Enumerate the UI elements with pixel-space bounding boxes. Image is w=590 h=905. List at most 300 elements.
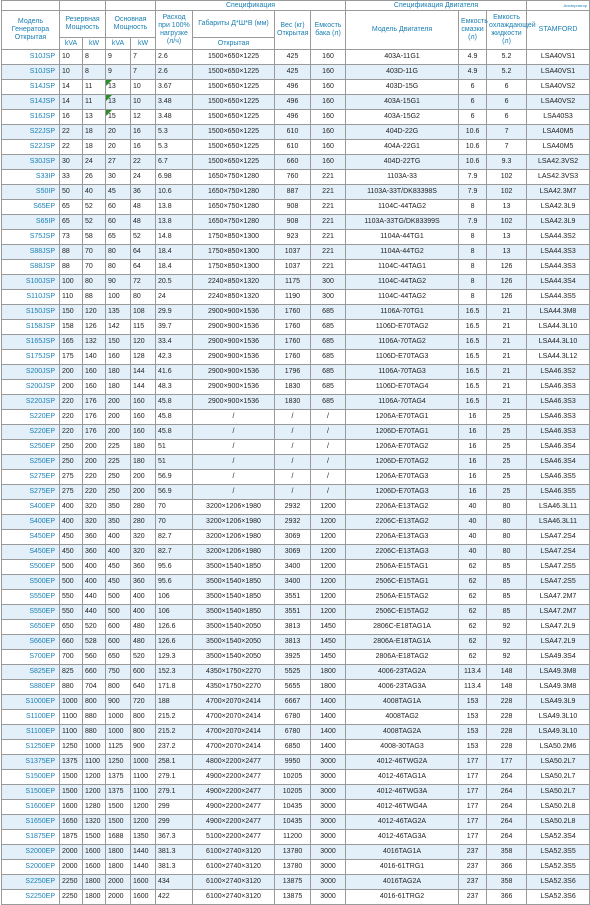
cell-reserve-kw: 70	[83, 260, 106, 275]
cell-model: S1250EP	[2, 740, 60, 755]
cell-dimensions: 3500×1540×1850	[193, 575, 275, 590]
cell-dimensions: 3500×1540×2050	[193, 650, 275, 665]
cell-engine-model: 4016-61TRG1	[346, 860, 459, 875]
cell-reserve-kw: 440	[83, 590, 106, 605]
cell-reserve-kw: 1200	[83, 785, 106, 800]
cell-engine-model: 404A-22G1	[346, 140, 459, 155]
table-row	[2, 815, 590, 830]
cell-coolant: 92	[487, 635, 527, 650]
cell-fuel: 106	[156, 605, 193, 620]
header-dimensions: Габариты Д*Ш*В (мм)	[193, 11, 275, 38]
cell-fuel: 10.6	[156, 185, 193, 200]
cell-dimensions: 1500×650×1225	[193, 95, 275, 110]
cell-alternator: LSA47.2L9	[527, 620, 590, 635]
cell-coolant: 25	[487, 455, 527, 470]
cell-reserve-kw: 11	[83, 95, 106, 110]
cell-weight: 923	[275, 230, 311, 245]
cell-main-kw: 280	[131, 515, 156, 530]
cell-oil: 113.4	[459, 680, 487, 695]
cell-weight: 13780	[275, 860, 311, 875]
cell-tank: 1200	[311, 560, 346, 575]
cell-tank: 300	[311, 290, 346, 305]
cell-fuel: 279.1	[156, 785, 193, 800]
cell-dimensions: 1650×750×1280	[193, 200, 275, 215]
cell-fuel: 279.1	[156, 770, 193, 785]
cell-main-kw: 64	[131, 245, 156, 260]
cell-dimensions: 1650×750×1280	[193, 185, 275, 200]
table-row	[2, 215, 590, 230]
cell-coolant: 85	[487, 560, 527, 575]
cell-dimensions: /	[193, 455, 275, 470]
cell-weight: 1760	[275, 320, 311, 335]
cell-reserve-kva: 1250	[60, 740, 83, 755]
cell-weight: 5525	[275, 665, 311, 680]
cell-alternator: LSA44.3M8	[527, 305, 590, 320]
cell-dimensions: 1500×650×1225	[193, 125, 275, 140]
cell-engine-model: 403A-11G1	[346, 50, 459, 65]
cell-engine-model: 2506C-E15TAG2	[346, 605, 459, 620]
cell-engine-model: 2806C-E18TAG1A	[346, 620, 459, 635]
cell-oil: 177	[459, 785, 487, 800]
cell-coolant: 80	[487, 515, 527, 530]
cell-engine-model: 1206A-E70TAG2	[346, 440, 459, 455]
cell-main-kw: 1440	[131, 860, 156, 875]
cell-alternator: LAS42.3VS3	[527, 170, 590, 185]
cell-tank: 221	[311, 200, 346, 215]
cell-alternator: LSA44.3S3	[527, 245, 590, 260]
cell-coolant: 25	[487, 425, 527, 440]
cell-oil: 40	[459, 500, 487, 515]
cell-dimensions: /	[193, 410, 275, 425]
cell-engine-model: 403A-15G1	[346, 95, 459, 110]
cell-oil: 177	[459, 800, 487, 815]
cell-reserve-kva: 14	[60, 95, 83, 110]
cell-coolant: 148	[487, 665, 527, 680]
cell-model: S200JSP	[2, 380, 60, 395]
cell-alternator: LSA47.2S4	[527, 530, 590, 545]
cell-dimensions: 3500×1540×1850	[193, 605, 275, 620]
cell-model: S2250EP	[2, 875, 60, 890]
cell-model: S250EP	[2, 440, 60, 455]
cell-weight: 3925	[275, 650, 311, 665]
cell-oil: 16	[459, 485, 487, 500]
table-row	[2, 560, 590, 575]
cell-engine-model: 4008TAG1A	[346, 695, 459, 710]
cell-coolant: 85	[487, 575, 527, 590]
table-row	[2, 845, 590, 860]
cell-dimensions: 3500×1540×2050	[193, 620, 275, 635]
cell-fuel: 82.7	[156, 545, 193, 560]
cell-reserve-kva: 1375	[60, 755, 83, 770]
cell-coolant: 13	[487, 245, 527, 260]
cell-reserve-kw: 440	[83, 605, 106, 620]
table-row	[2, 800, 590, 815]
cell-dimensions: 1500×650×1225	[193, 140, 275, 155]
cell-main-kw: 52	[131, 230, 156, 245]
cell-reserve-kw: 132	[83, 335, 106, 350]
cell-coolant: 80	[487, 530, 527, 545]
cell-reserve-kva: 275	[60, 470, 83, 485]
cell-alternator: LSA46.3S4	[527, 440, 590, 455]
cell-coolant: 5.2	[487, 65, 527, 80]
cell-coolant: 13	[487, 200, 527, 215]
cell-oil: 16.5	[459, 305, 487, 320]
cell-reserve-kva: 88	[60, 260, 83, 275]
cell-coolant: 264	[487, 830, 527, 845]
header-stamford: STAMFORD	[527, 11, 590, 50]
cell-engine-model: 1106A-70TG1	[346, 305, 459, 320]
cell-tank: 1450	[311, 650, 346, 665]
cell-fuel: 51	[156, 455, 193, 470]
cell-weight: 13875	[275, 890, 311, 905]
cell-oil: 177	[459, 755, 487, 770]
cell-main-kw: 144	[131, 380, 156, 395]
cell-weight: 496	[275, 80, 311, 95]
cell-tank: /	[311, 425, 346, 440]
cell-alternator: LSA49.3L10	[527, 725, 590, 740]
cell-tank: 160	[311, 125, 346, 140]
table-row	[2, 335, 590, 350]
cell-model: S65EP	[2, 200, 60, 215]
cell-fuel: 106	[156, 590, 193, 605]
cell-reserve-kva: 2000	[60, 860, 83, 875]
cell-model: S880EP	[2, 680, 60, 695]
cell-fuel: 45.8	[156, 425, 193, 440]
cell-reserve-kw: 800	[83, 695, 106, 710]
cell-oil: 16.5	[459, 365, 487, 380]
cell-main-kva: 750	[106, 665, 131, 680]
cell-engine-model: 403A-15G2	[346, 110, 459, 125]
cell-weight: 10205	[275, 770, 311, 785]
cell-reserve-kw: 1600	[83, 860, 106, 875]
cell-dimensions: 6100×2740×3120	[193, 890, 275, 905]
cell-tank: 1400	[311, 740, 346, 755]
cell-weight: 3551	[275, 590, 311, 605]
cell-alternator: LSA47.2S5	[527, 575, 590, 590]
cell-coolant: 358	[487, 875, 527, 890]
cell-reserve-kva: 660	[60, 635, 83, 650]
cell-engine-model: 4012-46TWG2A	[346, 755, 459, 770]
cell-tank: /	[311, 455, 346, 470]
cell-engine-model: 2506A-E15TAG1	[346, 560, 459, 575]
cell-tank: 3000	[311, 860, 346, 875]
cell-dimensions: 1500×650×1225	[193, 155, 275, 170]
table-row	[2, 830, 590, 845]
cell-reserve-kw: 400	[83, 560, 106, 575]
cell-main-kw: 1100	[131, 770, 156, 785]
cell-oil: 8	[459, 200, 487, 215]
cell-oil: 8	[459, 245, 487, 260]
table-row	[2, 365, 590, 380]
cell-main-kw: 1440	[131, 845, 156, 860]
cell-coolant: 102	[487, 185, 527, 200]
header-top-blank-3	[106, 1, 156, 11]
cell-weight: /	[275, 425, 311, 440]
cell-main-kw: 10	[131, 80, 156, 95]
cell-engine-model: 1206D-E70TAG1	[346, 425, 459, 440]
cell-engine-model: 404D-22TG	[346, 155, 459, 170]
cell-fuel: 6.98	[156, 170, 193, 185]
table-row	[2, 380, 590, 395]
cell-reserve-kva: 10	[60, 65, 83, 80]
cell-reserve-kva: 200	[60, 380, 83, 395]
cell-model: S400EP	[2, 515, 60, 530]
header-top-blank-2	[60, 1, 106, 11]
cell-engine-model: 1106D-E70TAG4	[346, 380, 459, 395]
cell-main-kva: 350	[106, 500, 131, 515]
cell-model: S10JSP	[2, 50, 60, 65]
cell-main-kva: 80	[106, 260, 131, 275]
cell-reserve-kva: 10	[60, 50, 83, 65]
cell-coolant: 80	[487, 500, 527, 515]
cell-fuel: 381.3	[156, 860, 193, 875]
cell-alternator: LSA44.3S5	[527, 290, 590, 305]
cell-main-kva: 60	[106, 215, 131, 230]
cell-dimensions: 3200×1206×1980	[193, 530, 275, 545]
cell-alternator: LSA46.3S3	[527, 395, 590, 410]
cell-tank: 3000	[311, 845, 346, 860]
cell-fuel: 39.7	[156, 320, 193, 335]
cell-coolant: 85	[487, 605, 527, 620]
cell-reserve-kva: 165	[60, 335, 83, 350]
table-row	[2, 95, 590, 110]
cell-tank: 1800	[311, 665, 346, 680]
cell-tank: /	[311, 470, 346, 485]
cell-main-kw: 320	[131, 530, 156, 545]
cell-coolant: 6	[487, 110, 527, 125]
cell-coolant: 126	[487, 260, 527, 275]
cell-model: S220EP	[2, 410, 60, 425]
cell-reserve-kw: 11	[83, 80, 106, 95]
cell-main-kva: 650	[106, 650, 131, 665]
cell-oil: 177	[459, 770, 487, 785]
cell-main-kva: 500	[106, 590, 131, 605]
cell-engine-model: 1104C-44TAG2	[346, 290, 459, 305]
cell-engine-model: 4012-46TWG4A	[346, 800, 459, 815]
cell-engine-model: 4012-46TWG3A	[346, 785, 459, 800]
cell-coolant: 264	[487, 815, 527, 830]
header-unit-kva: kVA	[60, 38, 83, 50]
cell-main-kva: 20	[106, 125, 131, 140]
cell-dimensions: 4350×1750×2270	[193, 665, 275, 680]
cell-reserve-kw: 52	[83, 215, 106, 230]
cell-reserve-kw: 200	[83, 440, 106, 455]
cell-oil: 62	[459, 635, 487, 650]
cell-main-kw: 640	[131, 680, 156, 695]
table-row	[2, 860, 590, 875]
table-row	[2, 395, 590, 410]
cell-alternator: LSA46.3S3	[527, 410, 590, 425]
cell-fuel: 381.3	[156, 845, 193, 860]
cell-model: S75JSP	[2, 230, 60, 245]
cell-dimensions: 1650×750×1280	[193, 170, 275, 185]
cell-dimensions: /	[193, 470, 275, 485]
cell-main-kva: 150	[106, 335, 131, 350]
cell-model: S1600EP	[2, 800, 60, 815]
cell-reserve-kva: 200	[60, 365, 83, 380]
cell-reserve-kw: 400	[83, 575, 106, 590]
cell-tank: 221	[311, 260, 346, 275]
generator-spec-table	[1, 0, 590, 905]
cell-tank: 3000	[311, 800, 346, 815]
cell-coolant: 21	[487, 365, 527, 380]
cell-engine-model: 1206A-E70TAG1	[346, 410, 459, 425]
cell-tank: 1200	[311, 590, 346, 605]
cell-oil: 7.9	[459, 215, 487, 230]
cell-weight: 9950	[275, 755, 311, 770]
cell-weight: 3400	[275, 575, 311, 590]
cell-engine-model: 2206C-E13TAG3	[346, 545, 459, 560]
cell-weight: 10205	[275, 785, 311, 800]
cell-weight: 10435	[275, 815, 311, 830]
cell-weight: /	[275, 440, 311, 455]
cell-main-kw: 22	[131, 155, 156, 170]
cell-fuel: 42.3	[156, 350, 193, 365]
cell-weight: 496	[275, 110, 311, 125]
cell-main-kva: 13	[106, 80, 131, 95]
cell-main-kw: 1200	[131, 800, 156, 815]
cell-main-kva: 900	[106, 695, 131, 710]
cell-main-kw: 160	[131, 410, 156, 425]
cell-reserve-kw: 220	[83, 485, 106, 500]
cell-model: S33IP	[2, 170, 60, 185]
cell-oil: 153	[459, 695, 487, 710]
cell-model: S50IP	[2, 185, 60, 200]
cell-weight: 11200	[275, 830, 311, 845]
cell-engine-model: 1103A-33	[346, 170, 459, 185]
cell-fuel: 126.6	[156, 635, 193, 650]
cell-reserve-kva: 1500	[60, 770, 83, 785]
cell-main-kva: 15	[106, 110, 131, 125]
cell-main-kw: 800	[131, 725, 156, 740]
cell-coolant: 102	[487, 215, 527, 230]
cell-tank: 685	[311, 395, 346, 410]
cell-alternator: LSA49.3S4	[527, 650, 590, 665]
cell-fuel: 171.8	[156, 680, 193, 695]
cell-weight: 660	[275, 155, 311, 170]
cell-engine-model: 1106D-E70TAG3	[346, 350, 459, 365]
cell-main-kva: 250	[106, 485, 131, 500]
cell-model: S275EP	[2, 485, 60, 500]
cell-fuel: 51	[156, 440, 193, 455]
cell-tank: 1200	[311, 500, 346, 515]
cell-main-kw: 480	[131, 620, 156, 635]
cell-reserve-kva: 550	[60, 590, 83, 605]
table-row	[2, 680, 590, 695]
cell-main-kw: 72	[131, 275, 156, 290]
cell-reserve-kva: 30	[60, 155, 83, 170]
cell-main-kw: 108	[131, 305, 156, 320]
cell-fuel: 5.3	[156, 125, 193, 140]
cell-fuel: 70	[156, 515, 193, 530]
cell-reserve-kva: 1875	[60, 830, 83, 845]
cell-reserve-kva: 400	[60, 515, 83, 530]
cell-reserve-kw: 200	[83, 455, 106, 470]
header-coolant: Емкость охлаждающей жидкости (л)	[487, 11, 527, 50]
cell-coolant: 126	[487, 290, 527, 305]
header-unit-kw: kW	[83, 38, 106, 50]
cell-dimensions: 3200×1206×1980	[193, 500, 275, 515]
cell-alternator: LSA49.3M8	[527, 680, 590, 695]
cell-reserve-kva: 14	[60, 80, 83, 95]
cell-model: S450EP	[2, 530, 60, 545]
cell-fuel: 152.3	[156, 665, 193, 680]
cell-alternator: LSA49.3L9	[527, 695, 590, 710]
cell-main-kw: 16	[131, 125, 156, 140]
cell-alternator: LSA50.2L8	[527, 815, 590, 830]
cell-main-kw: 400	[131, 605, 156, 620]
cell-main-kva: 400	[106, 545, 131, 560]
cell-oil: 16.5	[459, 350, 487, 365]
cell-main-kw: 1200	[131, 815, 156, 830]
header-dimensions-open: Открытая	[193, 38, 275, 50]
cell-dimensions: 2900×900×1536	[193, 305, 275, 320]
cell-tank: 1200	[311, 530, 346, 545]
cell-fuel: 2.6	[156, 65, 193, 80]
cell-fuel: 82.7	[156, 530, 193, 545]
header-group-engine-spec: Спецификация Двигателя	[346, 1, 527, 11]
cell-reserve-kva: 550	[60, 605, 83, 620]
cell-model: S22JSP	[2, 125, 60, 140]
cell-main-kva: 200	[106, 410, 131, 425]
cell-model: S88JSP	[2, 260, 60, 275]
cell-dimensions: 2900×900×1536	[193, 320, 275, 335]
cell-main-kva: 9	[106, 50, 131, 65]
cell-dimensions: 4900×2200×2477	[193, 800, 275, 815]
cell-dimensions: 4700×2070×2414	[193, 725, 275, 740]
cell-tank: /	[311, 410, 346, 425]
cell-alternator: LSA49.3L10	[527, 710, 590, 725]
cell-dimensions: 4700×2070×2414	[193, 740, 275, 755]
cell-oil: 4.9	[459, 65, 487, 80]
cell-main-kw: 520	[131, 650, 156, 665]
cell-weight: 6780	[275, 725, 311, 740]
cell-model: S10JSP	[2, 65, 60, 80]
cell-weight: 1830	[275, 380, 311, 395]
cell-coolant: 7	[487, 140, 527, 155]
cell-reserve-kva: 700	[60, 650, 83, 665]
cell-engine-model: 4016TAG1A	[346, 845, 459, 860]
table-row	[2, 635, 590, 650]
cell-main-kw: 1600	[131, 890, 156, 905]
cell-main-kva: 1800	[106, 860, 131, 875]
cell-main-kw: 360	[131, 575, 156, 590]
cell-reserve-kw: 1800	[83, 875, 106, 890]
cell-coolant: 264	[487, 800, 527, 815]
cell-reserve-kva: 400	[60, 500, 83, 515]
cell-tank: 221	[311, 230, 346, 245]
cell-dimensions: 6100×2740×3120	[193, 860, 275, 875]
cell-dimensions: 1750×850×1300	[193, 245, 275, 260]
cell-tank: 300	[311, 275, 346, 290]
cell-model: S550EP	[2, 590, 60, 605]
cell-main-kw: 24	[131, 170, 156, 185]
cell-reserve-kw: 8	[83, 65, 106, 80]
cell-coolant: 358	[487, 845, 527, 860]
table-row	[2, 230, 590, 245]
cell-coolant: 21	[487, 350, 527, 365]
cell-engine-model: 2206A-E13TAG2	[346, 500, 459, 515]
cell-reserve-kva: 73	[60, 230, 83, 245]
cell-weight: 10435	[275, 800, 311, 815]
cell-oil: 237	[459, 890, 487, 905]
cell-oil: 62	[459, 575, 487, 590]
cell-main-kva: 2000	[106, 890, 131, 905]
cell-model: S150JSP	[2, 305, 60, 320]
cell-alternator: LSA49.3M8	[527, 665, 590, 680]
table-row	[2, 605, 590, 620]
cell-model: S1650EP	[2, 815, 60, 830]
